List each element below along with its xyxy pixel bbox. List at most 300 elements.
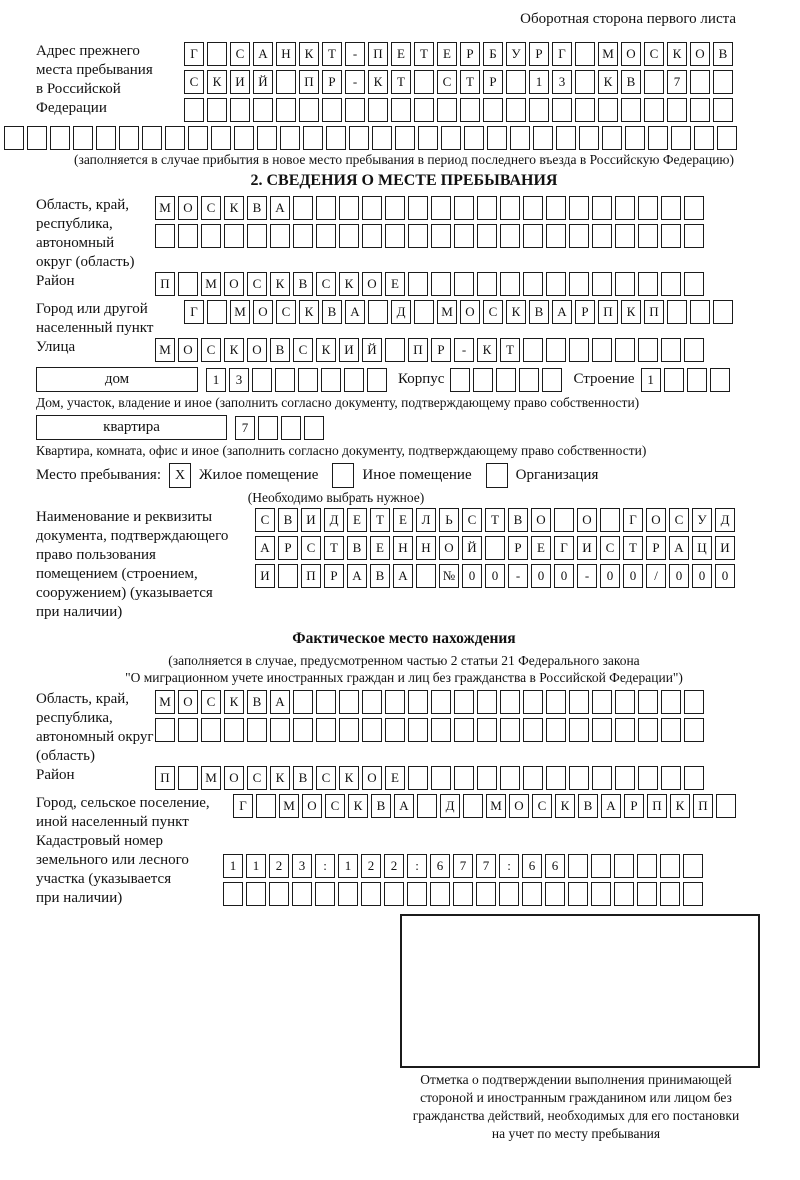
char-cell[interactable] — [27, 126, 47, 150]
char-cell[interactable] — [201, 718, 221, 742]
char-cell[interactable] — [664, 368, 684, 392]
char-cell[interactable]: Й — [362, 338, 382, 362]
char-cell[interactable]: Д — [715, 508, 735, 532]
char-cell[interactable] — [207, 42, 227, 66]
char-cell[interactable] — [384, 882, 404, 906]
char-cell[interactable] — [431, 766, 451, 790]
char-cell[interactable] — [546, 766, 566, 790]
char-cell[interactable]: К — [667, 42, 687, 66]
char-cell[interactable]: О — [362, 766, 382, 790]
char-cell[interactable]: 2 — [384, 854, 404, 878]
char-cell[interactable] — [716, 794, 736, 818]
char-cell[interactable] — [407, 882, 427, 906]
char-cell[interactable]: С — [201, 196, 221, 220]
char-cell[interactable]: В — [578, 794, 598, 818]
char-cell[interactable]: У — [692, 508, 712, 532]
char-cell[interactable]: М — [437, 300, 457, 324]
char-cell[interactable]: П — [693, 794, 713, 818]
char-cell[interactable]: Т — [322, 42, 342, 66]
char-cell[interactable] — [487, 126, 507, 150]
char-cell[interactable] — [614, 882, 634, 906]
char-cell[interactable] — [349, 126, 369, 150]
char-cell[interactable] — [546, 690, 566, 714]
char-cell[interactable] — [523, 766, 543, 790]
char-cell[interactable] — [545, 882, 565, 906]
char-cell[interactable]: Т — [370, 508, 390, 532]
char-cell[interactable] — [408, 196, 428, 220]
char-cell[interactable] — [316, 224, 336, 248]
char-cell[interactable] — [270, 718, 290, 742]
char-cell[interactable] — [303, 126, 323, 150]
char-cell[interactable] — [717, 126, 737, 150]
checkbox-other-premises[interactable] — [332, 463, 354, 488]
char-cell[interactable]: Н — [416, 536, 436, 560]
char-cell[interactable] — [473, 368, 493, 392]
char-cell[interactable]: К — [670, 794, 690, 818]
char-cell[interactable]: - — [577, 564, 597, 588]
char-cell[interactable] — [500, 690, 520, 714]
char-cell[interactable] — [281, 416, 301, 440]
char-cell[interactable] — [441, 126, 461, 150]
char-cell[interactable]: О — [531, 508, 551, 532]
char-cell[interactable] — [338, 882, 358, 906]
char-cell[interactable]: Л — [416, 508, 436, 532]
char-cell[interactable]: Е — [391, 42, 411, 66]
char-cell[interactable]: 3 — [229, 368, 249, 392]
char-cell[interactable] — [293, 690, 313, 714]
char-cell[interactable] — [178, 718, 198, 742]
char-cell[interactable]: О — [178, 338, 198, 362]
char-cell[interactable] — [322, 98, 342, 122]
char-cell[interactable] — [615, 196, 635, 220]
char-cell[interactable] — [615, 338, 635, 362]
char-cell[interactable] — [600, 508, 620, 532]
char-cell[interactable] — [638, 196, 658, 220]
char-cell[interactable]: К — [339, 766, 359, 790]
char-cell[interactable]: О — [178, 690, 198, 714]
char-cell[interactable] — [50, 126, 70, 150]
char-cell[interactable]: О — [302, 794, 322, 818]
char-cell[interactable]: К — [506, 300, 526, 324]
char-cell[interactable] — [477, 272, 497, 296]
char-cell[interactable]: 7 — [667, 70, 687, 94]
char-cell[interactable] — [362, 224, 382, 248]
char-cell[interactable]: С — [301, 536, 321, 560]
char-cell[interactable]: А — [347, 564, 367, 588]
char-cell[interactable]: Р — [431, 338, 451, 362]
char-cell[interactable] — [500, 272, 520, 296]
char-cell[interactable]: 0 — [669, 564, 689, 588]
char-cell[interactable]: А — [270, 690, 290, 714]
char-cell[interactable]: О — [460, 300, 480, 324]
char-cell[interactable] — [339, 224, 359, 248]
char-cell[interactable] — [556, 126, 576, 150]
char-cell[interactable]: Р — [529, 42, 549, 66]
char-cell[interactable]: И — [255, 564, 275, 588]
char-cell[interactable] — [506, 98, 526, 122]
char-cell[interactable] — [385, 224, 405, 248]
char-cell[interactable] — [477, 690, 497, 714]
char-cell[interactable] — [437, 98, 457, 122]
char-cell[interactable] — [638, 690, 658, 714]
char-cell[interactable]: П — [368, 42, 388, 66]
char-cell[interactable] — [431, 272, 451, 296]
char-cell[interactable]: М — [155, 690, 175, 714]
char-cell[interactable] — [569, 766, 589, 790]
char-cell[interactable]: 1 — [246, 854, 266, 878]
char-cell[interactable]: В — [621, 70, 641, 94]
char-cell[interactable] — [542, 368, 562, 392]
char-cell[interactable] — [454, 766, 474, 790]
char-cell[interactable] — [660, 882, 680, 906]
char-cell[interactable]: В — [713, 42, 733, 66]
char-cell[interactable] — [408, 690, 428, 714]
char-cell[interactable]: 1 — [223, 854, 243, 878]
char-cell[interactable]: П — [647, 794, 667, 818]
char-cell[interactable] — [253, 98, 273, 122]
char-cell[interactable]: Р — [324, 564, 344, 588]
char-cell[interactable] — [592, 718, 612, 742]
char-cell[interactable] — [224, 718, 244, 742]
char-cell[interactable] — [454, 718, 474, 742]
char-cell[interactable]: К — [270, 272, 290, 296]
char-cell[interactable] — [293, 196, 313, 220]
char-cell[interactable]: Е — [370, 536, 390, 560]
char-cell[interactable] — [500, 224, 520, 248]
char-cell[interactable] — [614, 854, 634, 878]
char-cell[interactable] — [326, 126, 346, 150]
char-cell[interactable] — [368, 98, 388, 122]
char-cell[interactable] — [408, 224, 428, 248]
char-cell[interactable]: 6 — [430, 854, 450, 878]
char-cell[interactable] — [684, 272, 704, 296]
char-cell[interactable]: 0 — [623, 564, 643, 588]
char-cell[interactable]: К — [477, 338, 497, 362]
char-cell[interactable] — [592, 272, 612, 296]
char-cell[interactable]: С — [247, 272, 267, 296]
char-cell[interactable]: 7 — [476, 854, 496, 878]
char-cell[interactable]: 6 — [545, 854, 565, 878]
char-cell[interactable] — [385, 338, 405, 362]
char-cell[interactable]: Е — [393, 508, 413, 532]
char-cell[interactable] — [713, 98, 733, 122]
char-cell[interactable] — [431, 224, 451, 248]
char-cell[interactable] — [178, 272, 198, 296]
char-cell[interactable] — [339, 690, 359, 714]
char-cell[interactable] — [671, 126, 691, 150]
char-cell[interactable]: К — [224, 338, 244, 362]
char-cell[interactable]: Р — [483, 70, 503, 94]
checkbox-residential[interactable]: X — [169, 463, 191, 488]
char-cell[interactable] — [615, 224, 635, 248]
char-cell[interactable]: Т — [391, 70, 411, 94]
char-cell[interactable]: О — [509, 794, 529, 818]
char-cell[interactable] — [184, 98, 204, 122]
char-cell[interactable] — [315, 882, 335, 906]
char-cell[interactable]: Р — [575, 300, 595, 324]
char-cell[interactable] — [223, 882, 243, 906]
char-cell[interactable]: - — [345, 42, 365, 66]
char-cell[interactable] — [454, 690, 474, 714]
char-cell[interactable] — [569, 338, 589, 362]
char-cell[interactable]: С — [184, 70, 204, 94]
char-cell[interactable] — [361, 882, 381, 906]
char-cell[interactable]: Т — [485, 508, 505, 532]
char-cell[interactable] — [431, 196, 451, 220]
char-cell[interactable] — [533, 126, 553, 150]
char-cell[interactable] — [529, 98, 549, 122]
char-cell[interactable] — [499, 882, 519, 906]
char-cell[interactable]: К — [621, 300, 641, 324]
char-cell[interactable]: С — [230, 42, 250, 66]
char-cell[interactable] — [523, 196, 543, 220]
char-cell[interactable] — [395, 126, 415, 150]
char-cell[interactable]: К — [224, 196, 244, 220]
char-cell[interactable]: К — [299, 42, 319, 66]
char-cell[interactable] — [667, 300, 687, 324]
char-cell[interactable]: Д — [324, 508, 344, 532]
char-cell[interactable] — [178, 224, 198, 248]
char-cell[interactable] — [684, 690, 704, 714]
char-cell[interactable] — [178, 766, 198, 790]
char-cell[interactable]: С — [316, 766, 336, 790]
char-cell[interactable]: М — [155, 338, 175, 362]
char-cell[interactable]: О — [224, 272, 244, 296]
char-cell[interactable] — [4, 126, 24, 150]
char-cell[interactable] — [602, 126, 622, 150]
char-cell[interactable]: К — [555, 794, 575, 818]
char-cell[interactable]: Н — [276, 42, 296, 66]
char-cell[interactable] — [713, 70, 733, 94]
char-cell[interactable] — [269, 882, 289, 906]
char-cell[interactable] — [292, 882, 312, 906]
char-cell[interactable] — [454, 196, 474, 220]
char-cell[interactable] — [276, 70, 296, 94]
char-cell[interactable]: / — [646, 564, 666, 588]
char-cell[interactable]: Г — [623, 508, 643, 532]
char-cell[interactable] — [165, 126, 185, 150]
char-cell[interactable] — [579, 126, 599, 150]
char-cell[interactable]: Т — [460, 70, 480, 94]
char-cell[interactable] — [339, 718, 359, 742]
char-cell[interactable] — [483, 98, 503, 122]
char-cell[interactable]: Р — [646, 536, 666, 560]
char-cell[interactable] — [275, 368, 295, 392]
char-cell[interactable] — [339, 196, 359, 220]
char-cell[interactable]: О — [577, 508, 597, 532]
char-cell[interactable] — [552, 98, 572, 122]
char-cell[interactable]: 0 — [692, 564, 712, 588]
char-cell[interactable]: 0 — [600, 564, 620, 588]
char-cell[interactable] — [463, 794, 483, 818]
char-cell[interactable] — [506, 70, 526, 94]
char-cell[interactable] — [690, 300, 710, 324]
char-cell[interactable] — [299, 98, 319, 122]
char-cell[interactable]: В — [322, 300, 342, 324]
char-cell[interactable]: В — [347, 536, 367, 560]
char-cell[interactable]: К — [299, 300, 319, 324]
char-cell[interactable] — [345, 98, 365, 122]
char-cell[interactable]: С — [316, 272, 336, 296]
char-cell[interactable] — [575, 98, 595, 122]
char-cell[interactable] — [661, 224, 681, 248]
char-cell[interactable]: Д — [440, 794, 460, 818]
char-cell[interactable] — [638, 766, 658, 790]
char-cell[interactable] — [207, 300, 227, 324]
char-cell[interactable]: А — [552, 300, 572, 324]
char-cell[interactable]: Г — [554, 536, 574, 560]
char-cell[interactable]: Р — [278, 536, 298, 560]
char-cell[interactable]: : — [315, 854, 335, 878]
char-cell[interactable]: С — [532, 794, 552, 818]
char-cell[interactable] — [500, 766, 520, 790]
char-cell[interactable] — [592, 766, 612, 790]
char-cell[interactable] — [569, 272, 589, 296]
char-cell[interactable]: О — [690, 42, 710, 66]
char-cell[interactable] — [477, 766, 497, 790]
char-cell[interactable] — [372, 126, 392, 150]
char-cell[interactable]: Т — [623, 536, 643, 560]
char-cell[interactable]: М — [230, 300, 250, 324]
char-cell[interactable] — [142, 126, 162, 150]
char-cell[interactable] — [683, 882, 703, 906]
char-cell[interactable]: Д — [391, 300, 411, 324]
char-cell[interactable] — [188, 126, 208, 150]
char-cell[interactable]: В — [247, 196, 267, 220]
char-cell[interactable] — [546, 718, 566, 742]
char-cell[interactable]: 0 — [554, 564, 574, 588]
char-cell[interactable]: Г — [184, 42, 204, 66]
char-cell[interactable] — [316, 690, 336, 714]
char-cell[interactable] — [454, 272, 474, 296]
char-cell[interactable]: : — [499, 854, 519, 878]
char-cell[interactable]: С — [325, 794, 345, 818]
char-cell[interactable]: И — [230, 70, 250, 94]
char-cell[interactable] — [575, 42, 595, 66]
char-cell[interactable]: Т — [324, 536, 344, 560]
char-cell[interactable] — [477, 718, 497, 742]
char-cell[interactable]: Н — [393, 536, 413, 560]
char-cell[interactable] — [661, 196, 681, 220]
char-cell[interactable] — [293, 718, 313, 742]
char-cell[interactable]: И — [577, 536, 597, 560]
char-cell[interactable] — [278, 564, 298, 588]
char-cell[interactable]: М — [598, 42, 618, 66]
char-cell[interactable]: В — [371, 794, 391, 818]
char-cell[interactable] — [316, 196, 336, 220]
char-cell[interactable] — [644, 98, 664, 122]
char-cell[interactable]: № — [439, 564, 459, 588]
char-cell[interactable]: В — [370, 564, 390, 588]
char-cell[interactable] — [684, 196, 704, 220]
char-cell[interactable]: Е — [347, 508, 367, 532]
char-cell[interactable]: 0 — [715, 564, 735, 588]
char-cell[interactable] — [414, 70, 434, 94]
char-cell[interactable] — [454, 224, 474, 248]
char-cell[interactable] — [431, 690, 451, 714]
char-cell[interactable]: Е — [437, 42, 457, 66]
char-cell[interactable]: П — [301, 564, 321, 588]
char-cell[interactable]: И — [301, 508, 321, 532]
char-cell[interactable]: - — [345, 70, 365, 94]
char-cell[interactable]: 2 — [269, 854, 289, 878]
char-cell[interactable]: С — [437, 70, 457, 94]
char-cell[interactable]: К — [368, 70, 388, 94]
char-cell[interactable]: Р — [322, 70, 342, 94]
char-cell[interactable] — [638, 338, 658, 362]
char-cell[interactable] — [598, 98, 618, 122]
char-cell[interactable] — [298, 368, 318, 392]
char-cell[interactable]: К — [348, 794, 368, 818]
char-cell[interactable] — [476, 882, 496, 906]
char-cell[interactable]: М — [155, 196, 175, 220]
char-cell[interactable]: С — [483, 300, 503, 324]
char-cell[interactable]: 7 — [235, 416, 255, 440]
char-cell[interactable] — [304, 416, 324, 440]
char-cell[interactable] — [247, 224, 267, 248]
char-cell[interactable] — [523, 272, 543, 296]
char-cell[interactable]: Р — [508, 536, 528, 560]
char-cell[interactable] — [569, 718, 589, 742]
char-cell[interactable] — [569, 224, 589, 248]
char-cell[interactable] — [684, 338, 704, 362]
char-cell[interactable] — [660, 854, 680, 878]
char-cell[interactable] — [684, 766, 704, 790]
char-cell[interactable] — [155, 224, 175, 248]
char-cell[interactable] — [661, 272, 681, 296]
char-cell[interactable] — [554, 508, 574, 532]
char-cell[interactable]: 0 — [485, 564, 505, 588]
char-cell[interactable] — [690, 98, 710, 122]
char-cell[interactable]: К — [270, 766, 290, 790]
char-cell[interactable]: С — [600, 536, 620, 560]
char-cell[interactable] — [661, 718, 681, 742]
char-cell[interactable] — [546, 272, 566, 296]
char-cell[interactable] — [280, 126, 300, 150]
char-cell[interactable] — [477, 224, 497, 248]
char-cell[interactable] — [321, 368, 341, 392]
char-cell[interactable] — [615, 718, 635, 742]
char-cell[interactable] — [546, 224, 566, 248]
char-cell[interactable] — [644, 70, 664, 94]
char-cell[interactable] — [690, 70, 710, 94]
char-cell[interactable]: 3 — [292, 854, 312, 878]
char-cell[interactable]: Й — [253, 70, 273, 94]
char-cell[interactable]: П — [299, 70, 319, 94]
char-cell[interactable] — [568, 854, 588, 878]
char-cell[interactable]: О — [253, 300, 273, 324]
char-cell[interactable] — [257, 126, 277, 150]
char-cell[interactable]: С — [201, 690, 221, 714]
char-cell[interactable]: И — [715, 536, 735, 560]
char-cell[interactable]: Ь — [439, 508, 459, 532]
char-cell[interactable] — [661, 690, 681, 714]
char-cell[interactable]: С — [255, 508, 275, 532]
char-cell[interactable]: У — [506, 42, 526, 66]
char-cell[interactable] — [408, 766, 428, 790]
char-cell[interactable] — [713, 300, 733, 324]
char-cell[interactable]: К — [224, 690, 244, 714]
char-cell[interactable]: А — [253, 42, 273, 66]
checkbox-organization[interactable] — [486, 463, 508, 488]
char-cell[interactable] — [450, 368, 470, 392]
char-cell[interactable] — [431, 718, 451, 742]
char-cell[interactable]: - — [508, 564, 528, 588]
char-cell[interactable] — [694, 126, 714, 150]
char-cell[interactable] — [523, 224, 543, 248]
char-cell[interactable] — [276, 98, 296, 122]
char-cell[interactable] — [638, 718, 658, 742]
